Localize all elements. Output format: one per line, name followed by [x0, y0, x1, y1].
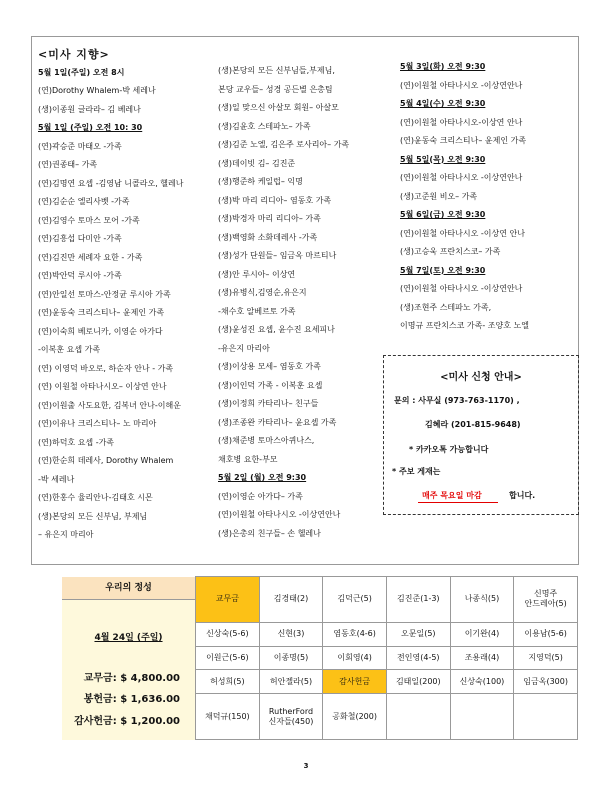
mass-request-info-box: [383, 355, 579, 515]
intention-line: -이복훈 요셉 가족: [38, 345, 101, 354]
mass-time-heading: 5월 5일(목) 오전 9:30: [400, 154, 486, 164]
left-intentions-column: [38, 50, 213, 549]
intention-line: (생)성가 단원들– 임금옥 마르티나: [218, 251, 337, 260]
intention-line: (연)김진만 세례자 요한 - 가족: [38, 252, 143, 262]
offering-panel: [62, 577, 195, 740]
intention-line: (연)김명연 요셉 -김영남 니콜라오, 헬레나: [38, 178, 184, 188]
intention-line: 채호병 요한-부모: [218, 454, 278, 464]
intention-line: (생)이인덕 가족 - 이복훈 요셉: [218, 380, 323, 390]
intention-line: 본당 교우들– 성경 공든별 은총팀: [218, 84, 333, 94]
intention-line: (연)권종태– 가족: [38, 160, 98, 169]
donor-row: [196, 622, 578, 646]
info-notice-end: 합니다.: [509, 491, 536, 500]
middle-intentions-column: [218, 66, 383, 547]
intention-line: (연)이원철 아타나시오 -이상연안나: [218, 510, 341, 519]
intentions-title: <미사 지향>: [38, 48, 110, 61]
intention-line: (연)Dorothy Whalem-박 세레나: [38, 86, 156, 95]
intention-line: -유은지 마리아: [218, 343, 270, 353]
donor-cell: 신명주 안드레아(5): [514, 577, 578, 623]
intention-line: (생)고승욱 프란치스코– 가족: [400, 247, 501, 256]
offering-amount-row: [84, 669, 180, 684]
offering-label: 교무금:: [83, 673, 117, 684]
intention-line: (연)안일선 토마스-안정균 루시아 가족: [38, 289, 171, 299]
intention-line: (연)이영순 아가다– 가족: [218, 491, 303, 501]
intention-line: (연)이원출 사도요한, 김복녀 안나-이해운: [38, 400, 181, 410]
intention-line: (생)본당의 모든 신부님, 부제님: [38, 511, 148, 521]
intention-line: (생)이상용 모세– 염동호 가족: [218, 362, 321, 371]
donor-cell: 채덕규(150): [196, 694, 260, 740]
donor-cell: 전인영(4-5): [386, 646, 450, 670]
intention-line: (생)박경자 마리 리디아– 가족: [218, 214, 321, 223]
intention-line: (연)김영수 토마스 모어 -가족: [38, 215, 140, 225]
intention-line: (연)하덕호 요셉 -가족: [38, 437, 115, 447]
donor-cell: 신상숙(5-6): [196, 622, 260, 646]
donor-table: [195, 576, 578, 740]
info-deadline: 매주 목요일 마감: [422, 491, 482, 500]
intention-line: (생)은총의 친구들– 손 헬레나: [218, 528, 321, 538]
donor-cell: 이회영(4): [323, 646, 387, 670]
intention-line: (연) 이영덕 바오로, 하순자 안나 - 가족: [38, 363, 174, 373]
intention-line: (생)윤성진 요셉, 윤수진 요세피나: [218, 325, 335, 334]
donor-cell: 이원근(5-6): [196, 646, 260, 670]
donor-cell: 이용남(5-6): [514, 622, 578, 646]
donor-cell: 허안젤라(5): [259, 670, 323, 694]
mass-time-heading: 5월 1일(주일) 오전 8시: [38, 67, 125, 77]
intention-line: -박 세레나: [38, 474, 75, 484]
empty-cell: [514, 694, 578, 740]
intention-line: (연)박안덕 루시아 -가족: [38, 271, 122, 280]
intention-line: (생)데이빗 김– 김진준: [218, 158, 296, 168]
intention-line: (생)김윤호 스테파노– 가족: [218, 121, 311, 131]
donor-row: [196, 694, 578, 740]
intention-line: (생)채준병 토마스아퀴나스,: [218, 436, 315, 445]
donor-cell: 지영덕(5): [514, 646, 578, 670]
donor-cell: 감사헌금: [323, 670, 387, 694]
intention-line: (연)윤동숙 크리스티나– 윤제인 가족: [38, 308, 165, 317]
offering-value: $ 4,800.00: [120, 673, 180, 684]
intention-line: (연)한홍수 율리안나-김태호 시몬: [38, 493, 153, 502]
intention-line: (생)본당의 모든 신부님들,부제님,: [218, 66, 335, 75]
donor-cell: 김덕근(5): [323, 577, 387, 623]
offering-title: 우리의 정성: [62, 577, 195, 600]
intention-line: (연) 이원철 아타나시오– 이상연 안나: [38, 382, 167, 391]
intention-line: (연)이유나 크리스티나– 노 마리아: [38, 419, 157, 428]
donor-cell: 김태일(200): [386, 670, 450, 694]
empty-cell: [386, 694, 450, 740]
donor-row: [196, 577, 578, 623]
donor-row: [196, 646, 578, 670]
donor-cell: 오문일(5): [386, 622, 450, 646]
intention-line: 이명규 프란치스코 가족- 조양호 노엘: [400, 321, 529, 330]
donor-cell: RutherFord 신자들(450): [259, 694, 323, 740]
mass-time-heading: 5월 2일 (월) 오전 9:30: [218, 473, 307, 482]
donor-cell: 공화철(200): [323, 694, 387, 740]
intention-line: (연)곽승준 마태오 -가족: [38, 141, 122, 151]
donor-cell: 이기완(4): [450, 622, 514, 646]
intention-line: (생)행준하 케일럽– 익명: [218, 177, 303, 186]
intention-line: (생)이종원 글라라– 김 베레나: [38, 104, 141, 114]
donor-cell: 김경태(2): [259, 577, 323, 623]
info-notice-label: * 주보 게재는: [392, 467, 441, 476]
intention-line: (생)조종완 카타리나– 윤요셉 가족: [218, 417, 337, 427]
intention-line: – 유은지 마리아: [38, 530, 94, 539]
intention-line: (연)김흥섭 다미안 -가족: [38, 234, 122, 243]
intention-line: (연)한순희 데레사, Dorothy Whalem: [38, 456, 174, 465]
offering-amount-row: [74, 712, 180, 727]
mass-time-heading: 5월 3일(화) 오전 9:30: [400, 62, 486, 71]
donor-cell: 신상숙(100): [450, 670, 514, 694]
intention-line: (연)이원철 아타나시오 -이상연안나: [400, 80, 523, 90]
right-intentions-column: [400, 62, 575, 340]
intention-line: (연)이원철 아타나시오 -이상연안나: [400, 284, 523, 293]
intention-line: (생)백영화 소화데레사 -가족: [218, 232, 318, 242]
mass-time-heading: 5월 1일 (주일) 오전 10: 30: [38, 123, 143, 132]
donor-row: [196, 670, 578, 694]
mass-time-heading: 5월 4일(수) 오전 9:30: [400, 99, 486, 108]
mass-time-heading: 5월 6일(금) 오전 9:30: [400, 210, 486, 219]
offering-label: 봉헌금:: [83, 694, 117, 705]
offering-value: $ 1,200.00: [120, 716, 180, 727]
info-title: <미사 신청 안내>: [440, 372, 522, 383]
info-kakao: * 카카오톡 가능합니다: [409, 445, 489, 454]
intention-line: (연)이원철 아타나시오-이상연 안나: [400, 117, 523, 127]
offering-amount-row: [84, 690, 180, 705]
donor-cell: 염동호(4-6): [323, 622, 387, 646]
intention-line: -채수호 알베르토 가족: [218, 306, 296, 316]
donor-cell: 허성희(5): [196, 670, 260, 694]
intention-line: (생)일 맞으신 아살모 회원– 아살모: [218, 103, 339, 112]
intention-line: (생)박 마리 리디아– 염동호 가족: [218, 195, 332, 205]
intention-line: (연)이숙희 베로니카, 이영순 아가다: [38, 326, 163, 336]
info-contact-office: 문의 : 사무실 (973-763-1170) ,: [394, 396, 520, 405]
offering-date: 4월 24일 (주일): [94, 633, 163, 643]
donor-cell: 교무금: [196, 577, 260, 623]
intention-line: (생)김준 노엘, 김은주 로사리아– 가족: [218, 140, 350, 149]
intention-line: (생)조현주 스테파노 가족,: [400, 302, 492, 312]
offering-value: $ 1,636.00: [120, 694, 180, 705]
offering-label: 감사헌금:: [74, 716, 117, 727]
donor-cell: 김진준(1-3): [386, 577, 450, 623]
intention-line: (생)고준원 비오– 가족: [400, 191, 478, 201]
page-number: 3: [303, 762, 309, 770]
empty-cell: [450, 694, 514, 740]
donor-cell: 조용래(4): [450, 646, 514, 670]
info-contact-person: 김혜라 (201-815-9648): [425, 420, 521, 429]
intention-line: (생)이정희 카타리나– 친구들: [218, 399, 319, 408]
intention-line: (연)윤동숙 크리스티나– 윤제인 가족: [400, 136, 527, 145]
donor-cell: 임금옥(300): [514, 670, 578, 694]
donor-cell: 나종식(5): [450, 577, 514, 623]
intention-line: (연)이원철 아타나시오 -이상연 안나: [400, 228, 525, 238]
donor-cell: 이종명(5): [259, 646, 323, 670]
deadline-underline: [418, 502, 498, 503]
intention-line: (연)이원철 아타나시오 -이상연안나: [400, 173, 523, 182]
intention-line: (생)유병식,김영순,유은지: [218, 288, 307, 297]
donor-cell: 신현(3): [259, 622, 323, 646]
intention-line: (연)김순순 엘리사벳 -가족: [38, 197, 130, 206]
mass-time-heading: 5월 7일(토) 오전 9:30: [400, 265, 486, 275]
intention-line: (생)안 루시아– 이상연: [218, 269, 296, 279]
